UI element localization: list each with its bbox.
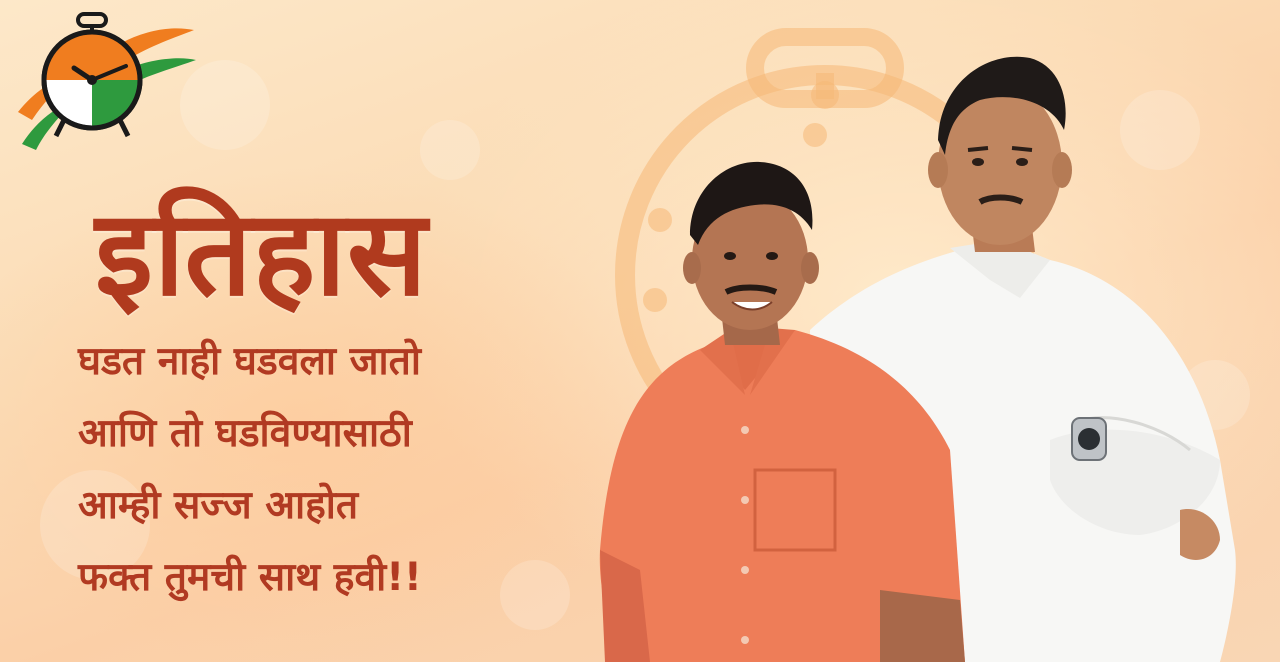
tagline <box>78 332 598 620</box>
leaders-photo <box>580 30 1270 662</box>
tagline-line: आणि तो घडविण्यासाठी <box>78 411 412 456</box>
tagline-line: फक्त तुमची साथ हवी!! <box>78 555 422 600</box>
leader-left <box>600 162 965 662</box>
party-clock-icon <box>14 10 199 155</box>
tagline-line: घडत नाही घडवला जातो <box>78 339 421 384</box>
bokeh-circle <box>420 120 480 180</box>
tagline-line: आम्ही सज्ज आहोत <box>78 483 359 528</box>
headline: इतिहास <box>95 184 428 322</box>
